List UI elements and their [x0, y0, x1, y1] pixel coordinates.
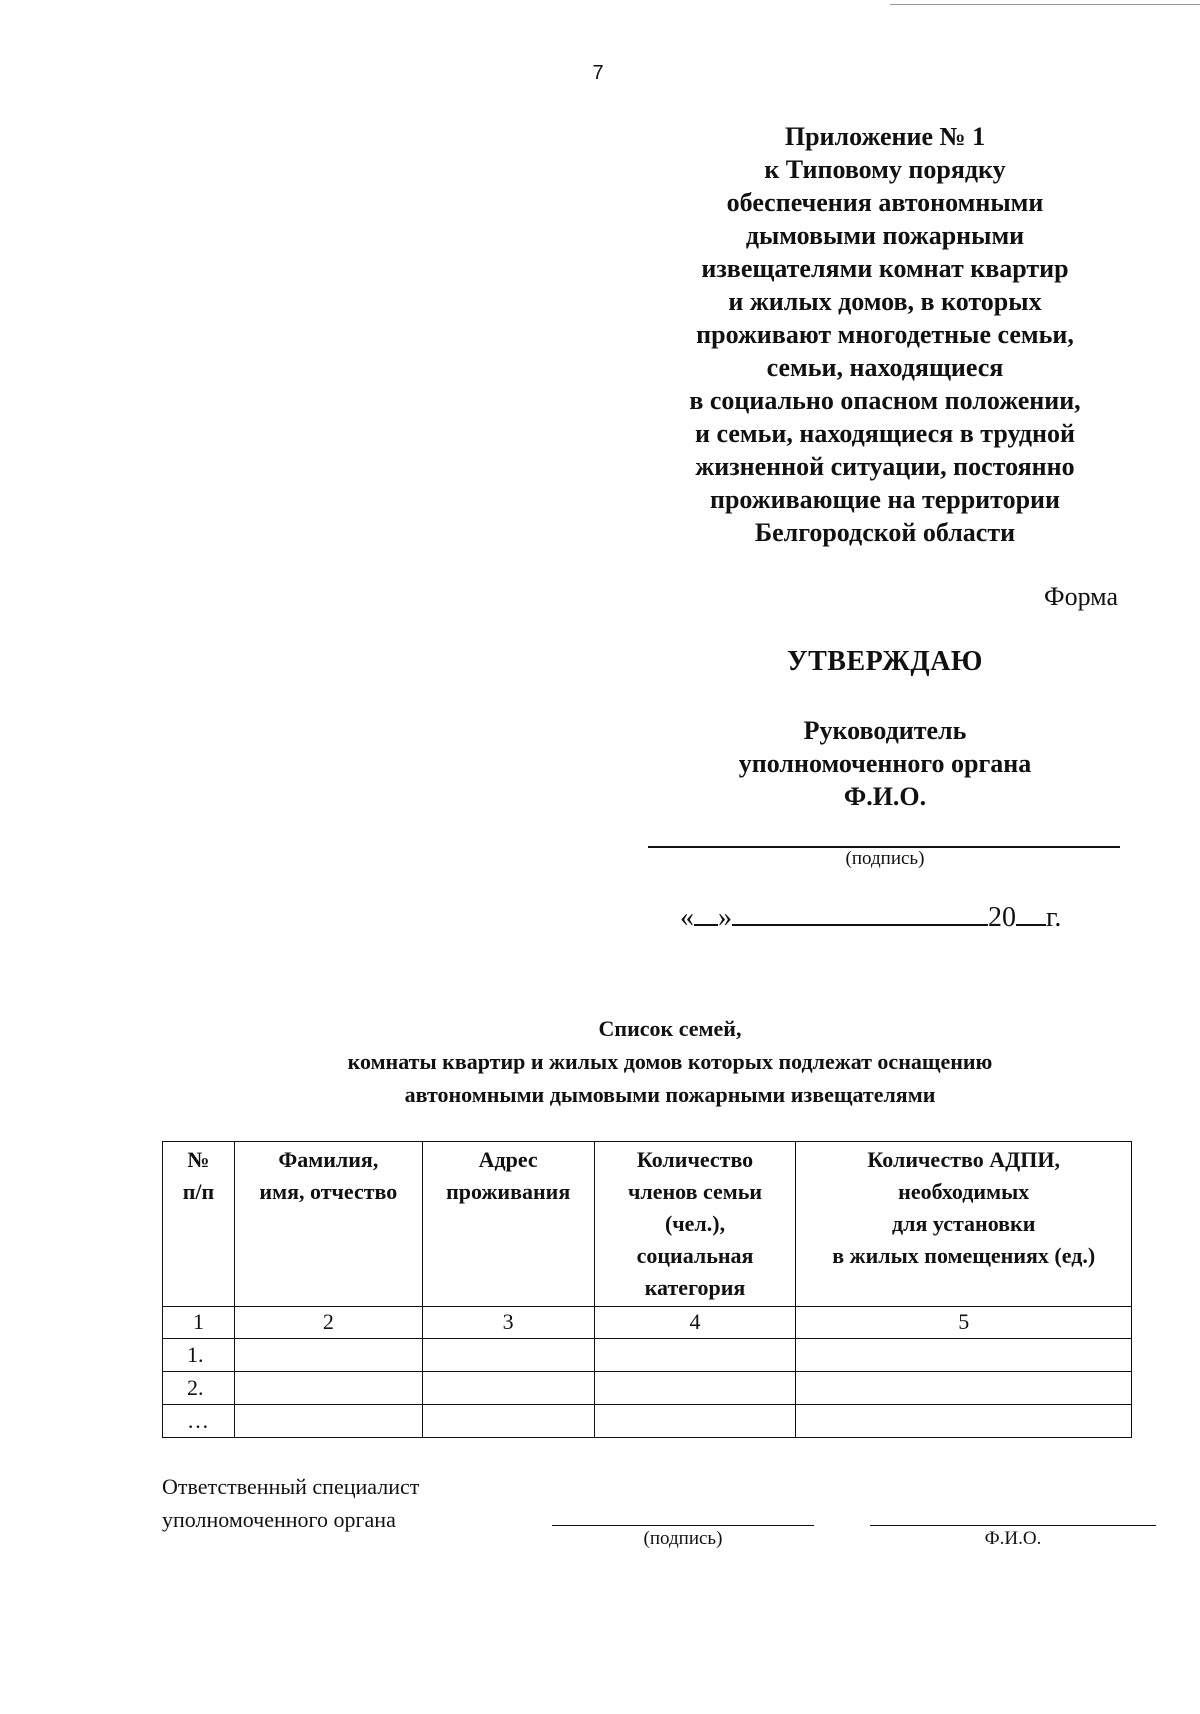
appendix-line: проживают многодетные семьи, — [696, 320, 1074, 349]
appendix-line: обеспечения автономными — [726, 188, 1044, 217]
column-number: 1 — [163, 1307, 235, 1339]
table-cell — [594, 1372, 796, 1405]
header-cell-name: Фамилия, имя, отчество — [234, 1142, 422, 1307]
responsible-name-line — [870, 1525, 1156, 1526]
table-cell: 1. — [163, 1339, 235, 1372]
appendix-line: и жилых домов, в которых — [728, 287, 1042, 316]
appendix-line: дымовыми пожарными — [745, 221, 1025, 250]
page-number: 7 — [592, 62, 604, 84]
header-cell-detectors: Количество АДПИ, необходимых для установки в жилых помещениях (ед.) — [796, 1142, 1132, 1307]
approval-title: УТВЕРЖДАЮ — [787, 646, 983, 677]
list-title — [250, 1012, 1090, 1111]
appendix-line: и семьи, находящиеся в трудной — [695, 419, 1075, 448]
table-cell — [796, 1372, 1132, 1405]
appendix-line: в социально опасном положении, — [689, 386, 1081, 415]
table-header-row — [163, 1142, 1132, 1307]
responsible-line: Ответственный специалист — [162, 1474, 420, 1499]
table-cell — [422, 1405, 594, 1438]
appendix-line: семьи, находящиеся — [766, 353, 1004, 382]
table-cell — [422, 1372, 594, 1405]
date-day-blank — [694, 896, 718, 926]
column-number-row — [163, 1307, 1132, 1339]
approval-line: уполномоченного органа — [738, 749, 1032, 778]
approval-signature-caption: (подпись) — [845, 848, 925, 869]
date-open-quote: « — [680, 902, 694, 933]
table-row — [163, 1339, 1132, 1372]
date-year-prefix: 20 — [988, 902, 1016, 933]
form-label: Форма — [1044, 582, 1118, 611]
list-title-line: Список семей, — [598, 1016, 742, 1041]
responsible-name-caption: Ф.И.О. — [984, 1528, 1042, 1549]
top-edge-line — [890, 4, 1200, 5]
column-number: 5 — [796, 1307, 1132, 1339]
date-year-blank — [1016, 896, 1046, 926]
table-cell — [234, 1339, 422, 1372]
appendix-line: Белгородской области — [754, 518, 1016, 547]
appendix-line: Приложение № 1 — [784, 122, 986, 151]
responsible-signature-line — [552, 1525, 814, 1526]
approval-line: Руководитель — [803, 716, 967, 745]
table-cell — [234, 1372, 422, 1405]
date-suffix: г. — [1046, 902, 1062, 933]
table-cell — [796, 1405, 1132, 1438]
column-number: 2 — [234, 1307, 422, 1339]
header-cell-members: Количество членов семьи (чел.), социальная категория — [594, 1142, 796, 1307]
appendix-header — [640, 120, 1130, 549]
table-row — [163, 1405, 1132, 1438]
appendix-line: извещателями комнат квартир — [701, 254, 1069, 283]
table-cell — [422, 1339, 594, 1372]
approval-date — [680, 896, 1100, 934]
header-cell-number: № п/п — [163, 1142, 235, 1307]
table-cell — [594, 1405, 796, 1438]
header-cell-address: Адрес проживания — [422, 1142, 594, 1307]
approval-block — [690, 714, 1080, 813]
table-cell: 2. — [163, 1372, 235, 1405]
date-month-blank — [732, 896, 988, 926]
table-cell — [796, 1339, 1132, 1372]
list-title-line: автономными дымовыми пожарными извещателями — [404, 1082, 936, 1107]
responsible-line: уполномоченного органа — [162, 1507, 396, 1532]
table-cell — [234, 1405, 422, 1438]
appendix-line: проживающие на территории — [709, 485, 1061, 514]
approval-line: Ф.И.О. — [843, 782, 927, 811]
date-close-quote: » — [718, 902, 732, 933]
responsible-specialist — [162, 1470, 419, 1536]
list-title-line: комнаты квартир и жилых домов которых подлежат оснащению — [347, 1049, 993, 1074]
families-table — [162, 1141, 1132, 1438]
table-row — [163, 1372, 1132, 1405]
table-cell — [594, 1339, 796, 1372]
column-number: 4 — [594, 1307, 796, 1339]
responsible-signature-caption: (подпись) — [643, 1528, 723, 1549]
table-cell: … — [163, 1405, 235, 1438]
appendix-line: к Типовому порядку — [764, 155, 1006, 184]
appendix-line: жизненной ситуации, постоянно — [695, 452, 1075, 481]
column-number: 3 — [422, 1307, 594, 1339]
